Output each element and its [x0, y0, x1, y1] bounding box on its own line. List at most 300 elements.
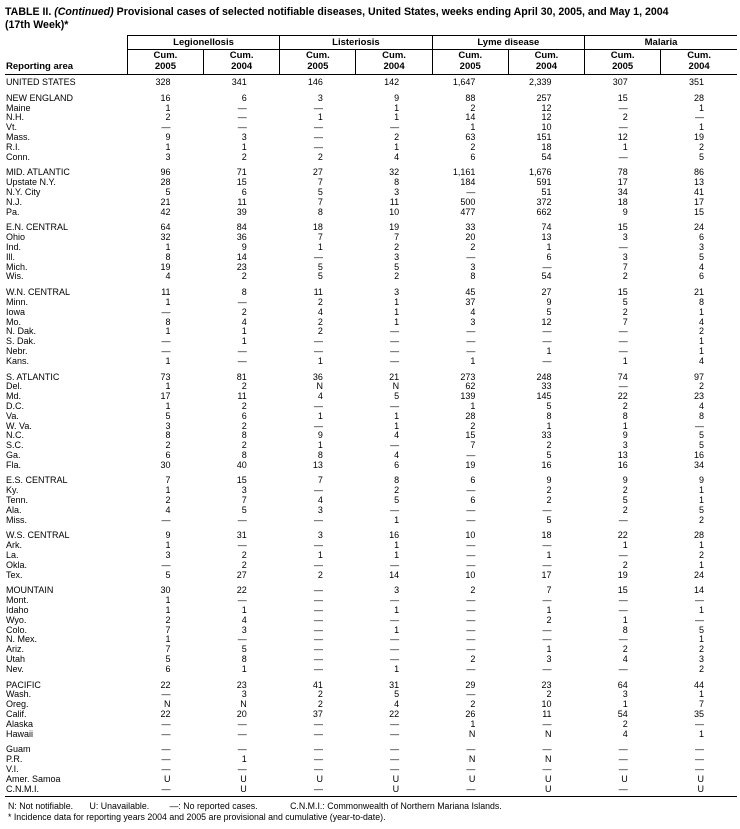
value-cell: U: [545, 773, 552, 784]
value-cell: 18: [312, 222, 323, 233]
value-cell: 6: [470, 495, 476, 506]
value-cell: —: [390, 634, 400, 645]
reporting-area-cell: Ky.: [6, 485, 19, 496]
value-cell: 5: [698, 504, 704, 515]
value-cell: 351: [688, 77, 704, 87]
value-cell: 9: [698, 475, 704, 486]
value-cell: 12: [541, 102, 552, 113]
value-cell: 5: [698, 440, 704, 451]
value-cell: 2: [698, 550, 704, 561]
value-cell: 5: [546, 449, 552, 460]
value-cell: 7: [622, 261, 628, 272]
value-cell: —: [390, 644, 400, 655]
value-cell: 1: [622, 699, 628, 710]
value-cell: 2: [317, 569, 323, 580]
value-cell: 71: [236, 167, 247, 178]
cum-2004-header: Cum. 2004: [356, 50, 432, 75]
value-cell: 1: [470, 355, 476, 366]
value-cell: 17: [693, 196, 704, 207]
value-cell: 3: [317, 530, 323, 541]
reporting-area-cell: V.I.: [6, 764, 19, 774]
value-cell: —: [390, 400, 400, 411]
value-cell: 19: [389, 222, 400, 233]
reporting-area-cell: Guam: [6, 744, 31, 755]
value-cell: 4: [241, 614, 247, 625]
value-cell: 16: [541, 459, 552, 470]
value-cell: 1: [622, 540, 628, 551]
value-cell: 1: [165, 355, 171, 366]
value-cell: 9: [394, 92, 400, 103]
value-cell: 7: [698, 699, 704, 710]
legend-cnmi: C.N.M.I.: Commonwealth of Northern Mariana Islands.: [290, 801, 502, 812]
value-cell: 14: [389, 569, 400, 580]
value-cell: —: [313, 420, 323, 431]
value-cell: 2: [698, 663, 704, 674]
column-group-legionellosis: Legionellosis: [127, 36, 279, 50]
value-cell: 15: [236, 177, 247, 188]
value-cell: 2: [241, 559, 247, 570]
reporting-area-cell: MID. ATLANTIC: [6, 167, 70, 178]
value-cell: 33: [465, 222, 476, 233]
reporting-area-cell: Ind.: [6, 241, 22, 252]
reporting-area-cell: Wash.: [6, 689, 32, 700]
value-cell: —: [390, 654, 400, 665]
value-cell: 2: [241, 440, 247, 451]
value-cell: 27: [312, 167, 323, 178]
reporting-area-cell: W.S. CENTRAL: [6, 530, 70, 541]
value-cell: 2: [622, 644, 628, 655]
value-cell: 16: [617, 459, 628, 470]
value-cell: 20: [465, 232, 476, 243]
value-cell: —: [161, 336, 171, 347]
value-cell: 2: [470, 585, 476, 596]
value-cell: 8: [241, 430, 247, 441]
value-cell: 22: [617, 530, 628, 541]
value-cell: —: [390, 122, 400, 133]
value-cell: —: [542, 595, 552, 606]
value-cell: 5: [317, 186, 323, 197]
value-cell: 5: [317, 261, 323, 272]
value-cell: 1: [394, 663, 400, 674]
value-cell: 1: [394, 540, 400, 551]
value-cell: 7: [317, 475, 323, 486]
value-cell: 7: [394, 232, 400, 243]
reporting-area-cell: Conn.: [6, 151, 31, 162]
value-cell: 5: [546, 306, 552, 317]
value-cell: 1: [165, 326, 171, 337]
value-cell: 45: [465, 287, 476, 298]
value-cell: 28: [465, 410, 476, 421]
value-cell: —: [618, 326, 628, 337]
reporting-area-cell: S. Dak.: [6, 336, 36, 347]
value-cell: 1: [470, 718, 476, 729]
value-cell: U: [468, 773, 476, 784]
reporting-area-cell: Kans.: [6, 355, 30, 366]
value-cell: 17: [160, 391, 171, 402]
value-cell: 1: [241, 336, 247, 347]
value-cell: 2: [698, 326, 704, 337]
value-cell: 15: [617, 222, 628, 233]
value-cell: 1: [546, 550, 552, 561]
value-cell: —: [313, 728, 323, 739]
value-cell: 15: [693, 206, 704, 217]
legend-no-reported-cases: —: No reported cases.: [169, 801, 258, 812]
value-cell: 9: [546, 296, 552, 307]
value-cell: 15: [236, 475, 247, 486]
value-cell: N: [468, 728, 476, 739]
value-cell: 5: [394, 391, 400, 402]
column-group-lyme-disease: Lyme disease: [432, 36, 584, 50]
reporting-area-cell: Iowa: [6, 306, 26, 317]
value-cell: 31: [389, 679, 400, 690]
value-cell: —: [237, 540, 247, 551]
value-cell: 1: [317, 241, 323, 252]
value-cell: 41: [693, 186, 704, 197]
value-cell: N: [164, 699, 171, 710]
value-cell: 6: [698, 232, 704, 243]
value-cell: —: [695, 718, 704, 729]
value-cell: 2: [394, 271, 400, 282]
value-cell: U: [392, 783, 400, 794]
value-cell: —: [542, 540, 552, 551]
value-cell: 27: [541, 287, 552, 298]
table-row: [5, 208, 737, 218]
value-cell: 41: [312, 679, 323, 690]
value-cell: 5: [317, 271, 323, 282]
table-row: [5, 272, 737, 282]
value-cell: 4: [470, 306, 476, 317]
value-cell: 39: [236, 206, 247, 217]
value-cell: 1: [317, 355, 323, 366]
value-cell: 12: [541, 112, 552, 123]
reporting-area-cell: Minn.: [6, 296, 29, 307]
value-cell: 3: [622, 689, 628, 700]
value-cell: 248: [536, 371, 552, 382]
value-cell: 18: [541, 530, 552, 541]
value-cell: 1: [546, 420, 552, 431]
value-cell: 1,647: [452, 77, 476, 87]
value-cell: 62: [465, 381, 476, 392]
value-cell: 2: [546, 614, 552, 625]
value-cell: 34: [617, 186, 628, 197]
value-cell: —: [618, 345, 628, 356]
value-cell: —: [390, 559, 400, 570]
value-cell: 31: [236, 530, 247, 541]
value-cell: 13: [617, 449, 628, 460]
value-cell: 13: [693, 177, 704, 188]
value-cell: —: [313, 400, 323, 411]
value-cell: 21: [160, 196, 171, 207]
value-cell: 5: [698, 430, 704, 441]
reporting-area-cell: N.J.: [6, 196, 23, 207]
value-cell: 2: [165, 112, 171, 123]
value-cell: 3: [394, 186, 400, 197]
value-cell: —: [542, 718, 552, 729]
value-cell: 16: [160, 92, 171, 103]
value-cell: 11: [237, 391, 247, 402]
value-cell: —: [466, 514, 476, 525]
value-cell: 18: [541, 141, 552, 152]
value-cell: —: [695, 595, 704, 606]
footnote-incidence-note: * Incidence data for reporting years 2004 and 2005 are provisional and cumulative (year-to-date).: [8, 811, 386, 822]
reporting-area-cell: Ohio: [6, 232, 26, 243]
value-cell: N: [468, 754, 476, 765]
value-cell: 2: [622, 504, 628, 515]
value-cell: 14: [693, 585, 704, 596]
value-cell: 96: [160, 167, 171, 178]
value-cell: 3: [698, 654, 704, 665]
value-cell: —: [466, 540, 476, 551]
value-cell: —: [161, 744, 171, 755]
value-cell: 8: [698, 410, 704, 421]
value-cell: 4: [317, 495, 323, 506]
value-cell: 6: [394, 459, 400, 470]
value-cell: 64: [160, 222, 171, 233]
value-cell: 2: [165, 495, 171, 506]
reporting-area-cell: Del.: [6, 381, 23, 392]
value-cell: 4: [698, 261, 704, 272]
value-cell: U: [316, 773, 323, 784]
value-cell: 6: [241, 92, 247, 103]
value-cell: 2: [241, 271, 247, 282]
value-cell: 1: [470, 400, 476, 411]
value-cell: 18: [617, 196, 628, 207]
value-cell: 372: [536, 196, 552, 207]
table-row: [5, 516, 737, 526]
value-cell: 2: [698, 644, 704, 655]
value-cell: 2: [622, 112, 628, 123]
title-text: Provisional cases of selected notifiable diseases, United States, weeks ending April 30, 2005, and May 1, 2004: [116, 6, 669, 18]
value-cell: 1: [394, 102, 400, 113]
value-cell: 73: [160, 371, 171, 382]
value-cell: —: [466, 550, 476, 561]
reporting-area-cell: W. Va.: [6, 420, 32, 431]
value-cell: 36: [236, 232, 247, 243]
value-cell: 5: [394, 689, 400, 700]
value-cell: 1: [546, 644, 552, 655]
value-cell: —: [313, 783, 323, 794]
value-cell: 1: [698, 728, 704, 739]
value-cell: 2: [622, 718, 628, 729]
value-cell: 3: [394, 251, 400, 262]
value-cell: —: [542, 744, 552, 755]
value-cell: 4: [698, 355, 704, 366]
value-cell: —: [618, 514, 628, 525]
value-cell: —: [618, 783, 628, 794]
value-cell: —: [390, 345, 400, 356]
value-cell: —: [313, 485, 323, 496]
value-cell: 9: [241, 241, 247, 252]
value-cell: —: [313, 131, 323, 142]
value-cell: —: [313, 644, 323, 655]
value-cell: 139: [460, 391, 476, 402]
value-cell: 1: [698, 485, 704, 496]
value-cell: 1: [394, 420, 400, 431]
value-cell: 1: [165, 381, 171, 392]
reporting-area-cell: Tenn.: [6, 495, 29, 506]
value-cell: 1: [165, 634, 171, 645]
value-cell: 32: [389, 167, 400, 178]
reporting-area-header: Reporting area: [5, 36, 127, 75]
value-cell: 3: [241, 131, 247, 142]
value-cell: —: [237, 355, 247, 366]
reporting-area-cell: Colo.: [6, 624, 28, 635]
reporting-area-cell: S. ATLANTIC: [6, 371, 60, 382]
reporting-area-cell: E.N. CENTRAL: [6, 222, 69, 233]
value-cell: —: [618, 605, 628, 616]
value-cell: —: [313, 718, 323, 729]
value-cell: 10: [465, 569, 476, 580]
value-cell: —: [390, 764, 400, 774]
value-cell: —: [237, 514, 247, 525]
value-cell: —: [542, 663, 552, 674]
value-cell: 4: [394, 699, 400, 710]
value-cell: U: [240, 773, 247, 784]
value-cell: 54: [541, 151, 552, 162]
value-cell: 1: [622, 420, 628, 431]
value-cell: 2: [317, 699, 323, 710]
value-cell: —: [313, 345, 323, 356]
table-row: [5, 75, 737, 88]
value-cell: 2: [470, 141, 476, 152]
value-cell: 1: [241, 605, 247, 616]
value-cell: 74: [541, 222, 552, 233]
reporting-area-cell: MOUNTAIN: [6, 585, 54, 596]
value-cell: 33: [541, 381, 552, 392]
value-cell: 1: [622, 614, 628, 625]
value-cell: 1: [698, 102, 704, 113]
value-cell: 14: [465, 112, 476, 123]
value-cell: U: [621, 773, 628, 784]
value-cell: —: [618, 381, 628, 392]
value-cell: —: [390, 355, 400, 366]
reporting-area-cell: Upstate N.Y.: [6, 177, 56, 188]
value-cell: —: [390, 440, 400, 451]
value-cell: 3: [622, 440, 628, 451]
value-cell: 1: [546, 345, 552, 356]
value-cell: 1: [317, 112, 323, 123]
value-cell: —: [542, 764, 552, 774]
value-cell: —: [618, 764, 628, 774]
value-cell: 5: [241, 504, 247, 515]
value-cell: —: [161, 764, 171, 774]
value-cell: 81: [236, 371, 247, 382]
value-cell: 23: [693, 391, 704, 402]
value-cell: 4: [394, 151, 400, 162]
value-cell: —: [390, 504, 400, 515]
value-cell: 4: [698, 400, 704, 411]
value-cell: 1: [394, 316, 400, 327]
value-cell: —: [390, 744, 400, 755]
value-cell: —: [618, 550, 628, 561]
reporting-area-cell: Ga.: [6, 449, 21, 460]
cum-2005-header: Cum. 2005: [127, 50, 203, 75]
value-cell: 2: [470, 241, 476, 252]
value-cell: —: [390, 326, 400, 337]
value-cell: 1: [698, 345, 704, 356]
value-cell: 84: [236, 222, 247, 233]
value-cell: U: [392, 773, 400, 784]
value-cell: 9: [622, 430, 628, 441]
value-cell: 2: [241, 151, 247, 162]
value-cell: 23: [541, 679, 552, 690]
value-cell: 1: [698, 634, 704, 645]
value-cell: —: [618, 241, 628, 252]
value-cell: 1: [394, 410, 400, 421]
value-cell: 15: [465, 430, 476, 441]
value-cell: 2: [165, 440, 171, 451]
value-cell: 145: [536, 391, 552, 402]
value-cell: 5: [165, 654, 171, 665]
value-cell: —: [313, 634, 323, 645]
value-cell: 15: [617, 287, 628, 298]
value-cell: —: [618, 663, 628, 674]
value-cell: —: [313, 514, 323, 525]
value-cell: 1: [698, 605, 704, 616]
disease-group-row: [5, 36, 737, 50]
value-cell: 2: [622, 271, 628, 282]
value-cell: 2: [470, 654, 476, 665]
value-cell: 20: [236, 709, 247, 720]
value-cell: 44: [693, 679, 704, 690]
value-cell: 2: [394, 485, 400, 496]
value-cell: 11: [237, 196, 247, 207]
value-cell: 1: [241, 663, 247, 674]
value-cell: 7: [165, 475, 171, 486]
value-cell: —: [542, 336, 552, 347]
value-cell: —: [161, 306, 171, 317]
value-cell: —: [618, 744, 628, 755]
value-cell: 1: [546, 605, 552, 616]
value-cell: 5: [698, 151, 704, 162]
value-cell: 5: [165, 569, 171, 580]
value-cell: 1: [165, 595, 171, 606]
value-cell: —: [390, 336, 400, 347]
value-cell: 21: [693, 287, 704, 298]
value-cell: 4: [698, 316, 704, 327]
value-cell: 19: [160, 261, 171, 272]
value-cell: 2: [394, 241, 400, 252]
reporting-area-cell: Okla.: [6, 559, 28, 570]
value-cell: 8: [241, 654, 247, 665]
reporting-area-cell: Fla.: [6, 459, 22, 470]
value-cell: —: [466, 251, 476, 262]
value-cell: 7: [470, 440, 476, 451]
value-cell: —: [313, 614, 323, 625]
value-cell: 6: [470, 151, 476, 162]
value-cell: 2,339: [529, 77, 552, 87]
value-cell: 37: [465, 296, 476, 307]
value-cell: —: [313, 141, 323, 152]
value-cell: —: [313, 540, 323, 551]
value-cell: 4: [165, 504, 171, 515]
value-cell: 28: [693, 530, 704, 541]
value-cell: —: [161, 122, 171, 133]
value-cell: 1: [698, 122, 704, 133]
value-cell: —: [313, 764, 323, 774]
value-cell: —: [161, 718, 171, 729]
value-cell: —: [313, 102, 323, 113]
value-cell: 4: [394, 449, 400, 460]
value-cell: 5: [698, 624, 704, 635]
reporting-area-cell: La.: [6, 550, 19, 561]
cum-2004-header: Cum. 2004: [204, 50, 280, 75]
reporting-area-cell: PACIFIC: [6, 679, 41, 690]
value-cell: 5: [241, 644, 247, 655]
value-cell: 4: [394, 430, 400, 441]
value-cell: 74: [617, 371, 628, 382]
cum-2005-header: Cum. 2005: [280, 50, 356, 75]
